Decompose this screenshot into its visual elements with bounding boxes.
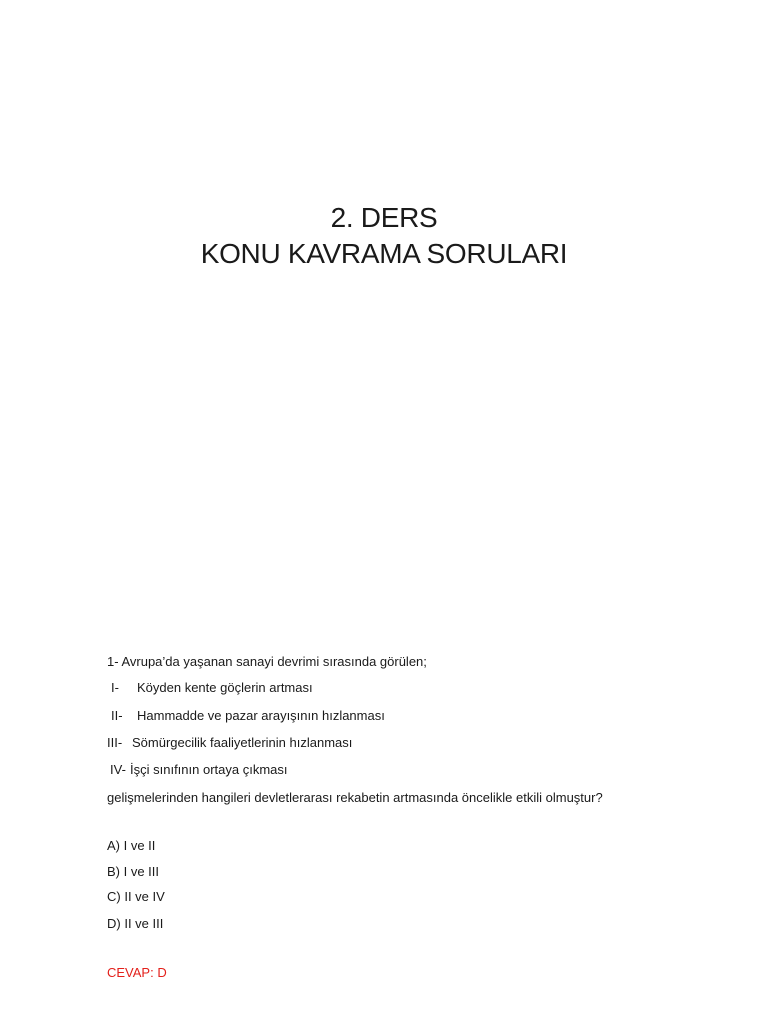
question-item-2 bbox=[111, 708, 385, 724]
item-numeral: III- bbox=[107, 735, 123, 750]
question-item-3 bbox=[107, 735, 352, 751]
item-text: Hammadde ve pazar arayışının hızlanması bbox=[137, 708, 385, 723]
title-line-lesson: 2. DERS bbox=[330, 202, 438, 233]
question-item-4 bbox=[110, 762, 288, 778]
question-stem: 1- Avrupa’da yaşanan sanayi devrimi sırasında görülen; bbox=[107, 654, 427, 669]
item-text: Sömürgecilik faaliyetlerinin hızlanması bbox=[132, 735, 353, 750]
item-numeral: I- bbox=[111, 680, 119, 695]
item-text: İşçi sınıfının ortaya çıkması bbox=[130, 762, 288, 777]
answer-label: CEVAP: D bbox=[107, 965, 167, 980]
page-title bbox=[0, 200, 768, 272]
option-c: C) II ve IV bbox=[107, 889, 165, 904]
option-a: A) I ve II bbox=[107, 838, 156, 853]
item-numeral: IV- bbox=[110, 762, 126, 777]
option-d: D) II ve III bbox=[107, 916, 164, 931]
item-numeral: II- bbox=[111, 708, 123, 723]
title-line-section: KONU KAVRAMA SORULARI bbox=[200, 238, 568, 269]
question-closing: gelişmelerinden hangileri devletlerarası rekabetin artmasında öncelikle etkili olmuştur? bbox=[107, 790, 603, 805]
item-text: Köyden kente göçlerin artması bbox=[137, 680, 313, 695]
question-item-1 bbox=[111, 680, 313, 696]
option-b: B) I ve III bbox=[107, 864, 160, 879]
